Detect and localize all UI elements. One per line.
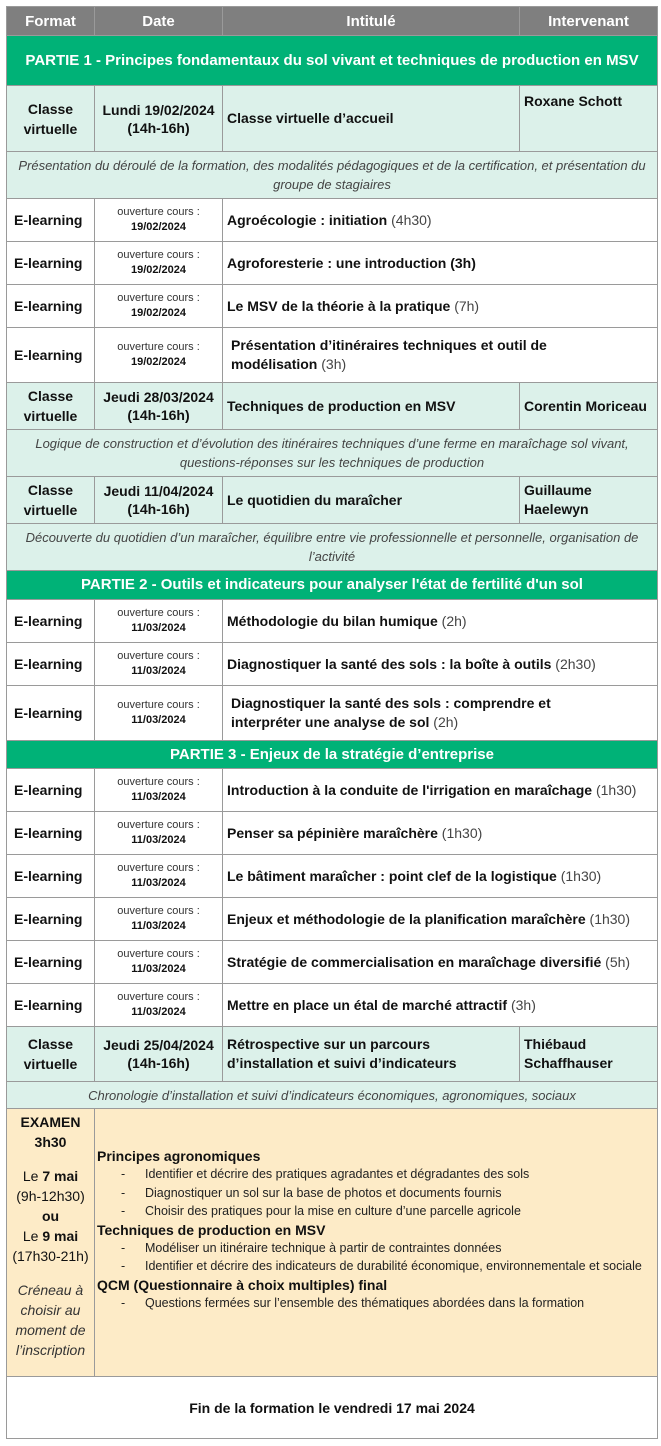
exam-content-cell [95, 1109, 658, 1377]
format-cell: E-learning [7, 242, 95, 285]
session-title: Rétrospective sur un parcours d’installation et suivi d’indicateurs [227, 1036, 457, 1071]
footer-row [7, 1377, 658, 1439]
exam-list [97, 1239, 653, 1276]
date-cell: ouverture cours : 11/03/2024 [95, 941, 223, 984]
description-cell: Découverte du quotidien d’un maraîcher, équilibre entre vie professionnelle et personnelle, organisation de l’activité [7, 524, 658, 571]
date-cell: ouverture cours : 11/03/2024 [95, 643, 223, 686]
part3-row [7, 741, 658, 769]
date-cell: ouverture cours : 19/02/2024 [95, 285, 223, 328]
speaker-cell: Corentin Moriceau [520, 383, 658, 430]
exam-slot-2: Le 9 mai [22, 1228, 79, 1244]
session-row [7, 477, 658, 524]
date-cell: ouverture cours : 11/03/2024 [95, 898, 223, 941]
format-cell: Classe virtuelle [7, 383, 95, 430]
training-schedule-table [6, 6, 658, 1439]
end-of-training: Fin de la formation le vendredi 17 mai 2024 [7, 1377, 658, 1439]
part2-title: PARTIE 2 - Outils et indicateurs pour analyser l'état de fertilité d'un sol [7, 571, 658, 600]
date-cell: Jeudi 28/03/2024 (14h-16h) [95, 383, 223, 430]
elearning-row [7, 686, 658, 741]
list-item: - Questions fermées sur l’ensemble des thématiques abordées dans la formation [97, 1294, 653, 1313]
elearning-row [7, 643, 658, 686]
date-cell: ouverture cours : 11/03/2024 [95, 686, 223, 741]
speaker-cell: Roxane Schott [520, 86, 658, 152]
description-row [7, 1082, 658, 1109]
session-title: Classe virtuelle d’accueil [227, 110, 394, 126]
description-row [7, 524, 658, 571]
title-cell: Méthodologie du bilan humique (2h) [223, 600, 658, 643]
list-item: - Modéliser un itinéraire technique à partir de contraintes données [97, 1239, 653, 1258]
title-cell [223, 383, 520, 430]
elearning-row [7, 941, 658, 984]
title-cell: Présentation d’itinéraires techniques et outil de modélisation (3h) [223, 328, 658, 383]
description-row [7, 430, 658, 477]
header-format: Format [7, 7, 95, 36]
title-cell: Agroforesterie : une introduction (3h) [223, 242, 658, 285]
part1-title: PARTIE 1 - Principes fondamentaux du sol vivant et techniques de production en MSV [7, 36, 658, 86]
title-cell [223, 1027, 520, 1082]
exam-slot-1-hours: (9h-12h30) [16, 1188, 85, 1204]
format-cell: E-learning [7, 898, 95, 941]
exam-row [7, 1109, 658, 1377]
exam-list [97, 1294, 653, 1313]
format-cell: Classe virtuelle [7, 1027, 95, 1082]
format-cell: E-learning [7, 643, 95, 686]
exam-slot-2-hours: (17h30-21h) [12, 1248, 89, 1264]
date-cell: Jeudi 11/04/2024 (14h-16h) [95, 477, 223, 524]
format-cell: E-learning [7, 686, 95, 741]
session-title: Techniques de production en MSV [227, 397, 456, 414]
exam-slot-1: Le 7 mai [22, 1168, 79, 1184]
list-item: - Diagnostiquer un sol sur la base de photos et documents fournis [97, 1184, 653, 1203]
exam-title: EXAMEN 3h30 [20, 1114, 81, 1150]
elearning-row [7, 898, 658, 941]
list-item: - Choisir des pratiques pour la mise en culture d’une parcelle agricole [97, 1202, 653, 1221]
speaker-cell: Thiébaud Schaffhauser [520, 1027, 658, 1082]
format-cell: E-learning [7, 199, 95, 242]
title-cell: Diagnostiquer la santé des sols : la boîte à outils (2h30) [223, 643, 658, 686]
description-row [7, 152, 658, 199]
format-cell: E-learning [7, 285, 95, 328]
elearning-row [7, 855, 658, 898]
description-cell: Logique de construction et d’évolution des itinéraires techniques d’une ferme en maraîchage sol vivant, questions-réponses sur les techniques de production [7, 430, 658, 477]
part1-row [7, 36, 658, 86]
elearning-row [7, 812, 658, 855]
elearning-row [7, 242, 658, 285]
format-cell: E-learning [7, 855, 95, 898]
session-row [7, 383, 658, 430]
header-title: Intitulé [223, 7, 520, 36]
date-cell: ouverture cours : 11/03/2024 [95, 984, 223, 1027]
title-cell: Introduction à la conduite de l'irrigation en maraîchage (1h30) [223, 769, 658, 812]
exam-section-title: Principes agronomiques [97, 1148, 261, 1164]
title-cell: Le bâtiment maraîcher : point clef de la logistique (1h30) [223, 855, 658, 898]
date-cell: ouverture cours : 11/03/2024 [95, 855, 223, 898]
elearning-row [7, 769, 658, 812]
format-cell: E-learning [7, 984, 95, 1027]
title-cell: Le MSV de la théorie à la pratique (7h) [223, 285, 658, 328]
elearning-row [7, 199, 658, 242]
date-cell: ouverture cours : 11/03/2024 [95, 769, 223, 812]
date-cell: Jeudi 25/04/2024 (14h-16h) [95, 1027, 223, 1082]
date-cell: Lundi 19/02/2024 (14h-16h) [95, 86, 223, 152]
format-cell: E-learning [7, 769, 95, 812]
exam-info-cell [7, 1109, 95, 1377]
exam-section-title: QCM (Questionnaire à choix multiples) final [97, 1276, 388, 1293]
elearning-row [7, 328, 658, 383]
title-cell [223, 86, 520, 152]
date-cell: ouverture cours : 11/03/2024 [95, 600, 223, 643]
part2-row [7, 571, 658, 600]
date-cell: ouverture cours : 11/03/2024 [95, 812, 223, 855]
date-cell: ouverture cours : 19/02/2024 [95, 242, 223, 285]
exam-note: Créneau à choisir au moment de l’inscription [15, 1282, 86, 1358]
description-cell: Présentation du déroulé de la formation, des modalités pédagogiques et de la certification, et présentation du groupe de stagiaires [7, 152, 658, 199]
speaker-cell: Guillaume Haelewyn [520, 477, 658, 524]
elearning-row [7, 984, 658, 1027]
title-cell: Penser sa pépinière maraîchère (1h30) [223, 812, 658, 855]
title-cell [223, 477, 520, 524]
format-cell: E-learning [7, 941, 95, 984]
format-cell: E-learning [7, 328, 95, 383]
part3-title: PARTIE 3 - Enjeux de la stratégie d’entreprise [7, 741, 658, 769]
header-row [7, 7, 658, 36]
header-speaker: Intervenant [520, 7, 658, 36]
title-cell: Mettre en place un étal de marché attractif (3h) [223, 984, 658, 1027]
title-cell: Diagnostiquer la santé des sols : comprendre et interpréter une analyse de sol (2h) [223, 686, 658, 741]
exam-list [97, 1165, 653, 1221]
session-row [7, 86, 658, 152]
header-date: Date [95, 7, 223, 36]
elearning-row [7, 600, 658, 643]
title-cell: Stratégie de commercialisation en maraîchage diversifié (5h) [223, 941, 658, 984]
exam-or: ou [41, 1208, 60, 1224]
title-cell: Enjeux et méthodologie de la planification maraîchère (1h30) [223, 898, 658, 941]
session-title: Le quotidien du maraîcher [227, 491, 403, 508]
session-row [7, 1027, 658, 1082]
list-item: - Identifier et décrire des pratiques agradantes et dégradantes des sols [97, 1165, 653, 1184]
format-cell: Classe virtuelle [7, 477, 95, 524]
description-cell: Chronologie d’installation et suivi d’indicateurs économiques, agronomiques, sociaux [7, 1082, 658, 1109]
date-cell: ouverture cours : 19/02/2024 [95, 328, 223, 383]
list-item: - Identifier et décrire des indicateurs de durabilité économique, environnementale et sociale [97, 1257, 653, 1276]
format-cell: E-learning [7, 600, 95, 643]
exam-section-title: Techniques de production en MSV [97, 1221, 326, 1238]
title-cell: Agroécologie : initiation (4h30) [223, 199, 658, 242]
format-cell: E-learning [7, 812, 95, 855]
date-cell: ouverture cours : 19/02/2024 [95, 199, 223, 242]
format-cell: Classe virtuelle [7, 86, 95, 152]
elearning-row [7, 285, 658, 328]
